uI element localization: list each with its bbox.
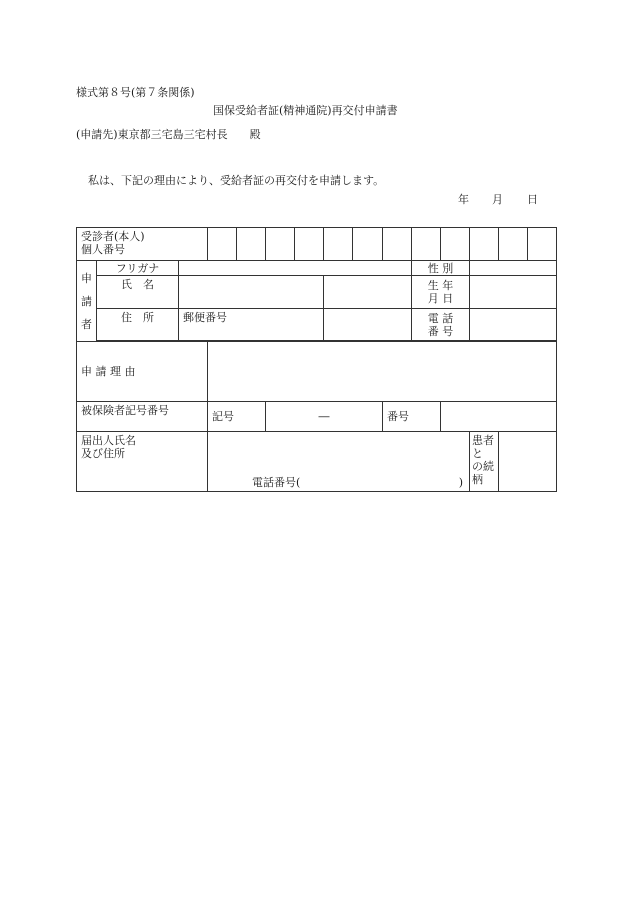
notifier-label-line-1: 届出人氏名 xyxy=(81,434,136,447)
reason-field[interactable] xyxy=(208,342,557,402)
applicant-char-3: 者 xyxy=(81,317,92,331)
personal-number-digit-7[interactable] xyxy=(383,228,412,261)
symbol-label: 記号 xyxy=(208,402,266,432)
personal-number-digit-8[interactable] xyxy=(412,228,441,261)
patient-label: 受診者(本人) xyxy=(81,230,145,243)
applicant-char-2: 請 xyxy=(81,294,92,308)
number-label: 番号 xyxy=(383,402,441,432)
phone-field[interactable] xyxy=(470,309,557,341)
relation-label-cell xyxy=(470,432,499,492)
birth-label-line-1: 生 年 xyxy=(427,279,454,292)
statement: 私は、下記の理由により、受給者証の再交付を申請します。 xyxy=(88,174,385,187)
gender-label: 性 別 xyxy=(412,261,470,276)
notifier-phone-close: ) xyxy=(458,476,464,489)
relation-label-line-1: 患者と xyxy=(472,434,495,460)
insured-label: 被保険者記号番号 xyxy=(77,402,208,432)
birth-date-field[interactable] xyxy=(470,276,557,309)
address-label: 住 所 xyxy=(97,309,179,341)
personal-number-digit-10[interactable] xyxy=(470,228,499,261)
applicant-char-1: 申 xyxy=(81,271,92,285)
form-number: 様式第８号(第７条関係) xyxy=(76,86,195,99)
reason-label: 申 請 理 由 xyxy=(77,342,208,402)
personal-number-digit-5[interactable] xyxy=(324,228,353,261)
phone-label-cell xyxy=(412,309,470,341)
relation-label-line-2: の続柄 xyxy=(472,460,495,486)
personal-number-digit-2[interactable] xyxy=(237,228,266,261)
notifier-phone-label: 電話番号( xyxy=(252,476,301,489)
patient-number-label-cell xyxy=(77,228,208,261)
personal-number-digit-9[interactable] xyxy=(441,228,470,261)
gender-field[interactable] xyxy=(470,261,557,276)
birth-label-line-2: 月 日 xyxy=(427,292,454,305)
address-field-extension[interactable] xyxy=(324,309,412,341)
personal-number-label: 個人番号 xyxy=(81,243,125,256)
address-field[interactable] xyxy=(179,309,324,341)
date-year: 年 xyxy=(458,193,469,206)
phone-label-line-1: 電 話 xyxy=(427,311,454,325)
notifier-phone-line xyxy=(212,476,465,489)
notifier-label-line-2: 及び住所 xyxy=(81,447,125,460)
notifier-field[interactable] xyxy=(208,432,470,492)
addressee: (申請先)東京都三宅島三宅村長 殿 xyxy=(76,128,261,141)
furigana-label: フリガナ xyxy=(97,261,179,276)
form-title: 国保受給者証(精神通院)再交付申請書 xyxy=(213,104,398,117)
name-label: 氏 名 xyxy=(97,276,179,309)
personal-number-digit-4[interactable] xyxy=(295,228,324,261)
notifier-label-cell xyxy=(77,432,208,492)
personal-number-digit-3[interactable] xyxy=(266,228,295,261)
relation-field[interactable] xyxy=(499,432,557,492)
applicant-vertical-label xyxy=(77,261,97,342)
name-field-extension[interactable] xyxy=(324,276,412,309)
furigana-boxes[interactable] xyxy=(179,261,412,276)
postal-code-label: 郵便番号 xyxy=(183,311,227,324)
personal-number-digit-12[interactable] xyxy=(528,228,557,261)
date-month: 月 xyxy=(492,193,503,206)
symbol-dash: ― xyxy=(318,410,330,423)
symbol-field[interactable] xyxy=(266,402,383,432)
personal-number-digit-6[interactable] xyxy=(353,228,383,261)
personal-number-digit-11[interactable] xyxy=(499,228,528,261)
name-field[interactable] xyxy=(179,276,324,309)
birth-label-cell xyxy=(412,276,470,309)
number-field[interactable] xyxy=(441,402,557,432)
personal-number-digit-1[interactable] xyxy=(208,228,237,261)
date-day: 日 xyxy=(527,193,538,206)
application-form-table xyxy=(76,227,557,492)
phone-label-line-2: 番 号 xyxy=(427,324,454,338)
